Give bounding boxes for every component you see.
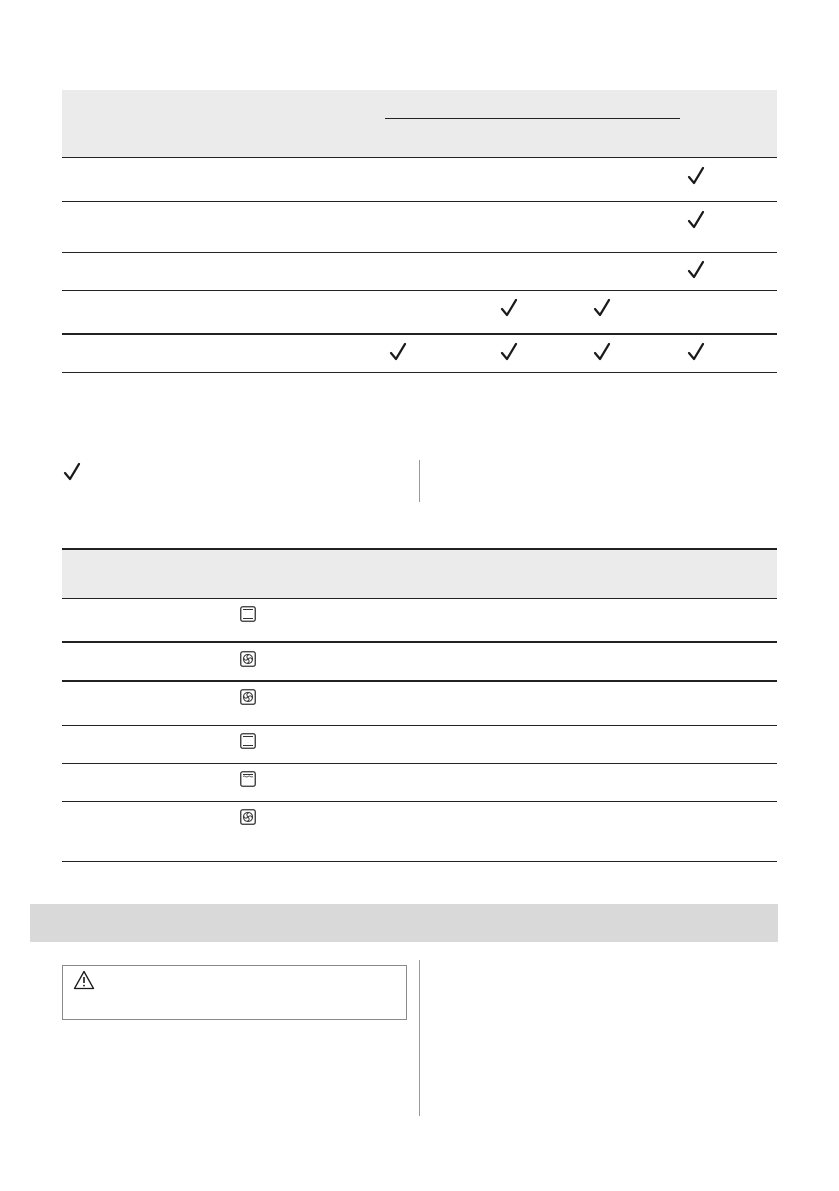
warning-triangle-icon <box>73 970 95 990</box>
fan-heat-icon <box>240 651 256 667</box>
row-divider <box>62 641 777 643</box>
check-icon <box>686 166 706 186</box>
row-divider <box>62 763 777 764</box>
check-icon <box>686 210 706 230</box>
check-icon <box>499 298 519 318</box>
conventional-heat-icon <box>240 733 256 749</box>
check-icon <box>686 260 706 280</box>
fan-heat-icon <box>240 809 256 825</box>
check-icon <box>592 342 612 362</box>
check-icon <box>592 298 612 318</box>
row-divider <box>62 333 777 335</box>
column-separator <box>419 460 420 502</box>
row-divider <box>62 290 777 291</box>
bottom-heat-icon <box>240 771 256 787</box>
check-icon <box>686 342 706 362</box>
row-divider <box>62 598 777 599</box>
row-divider <box>62 372 777 373</box>
row-divider <box>62 801 777 802</box>
column-separator <box>419 960 420 1116</box>
row-divider <box>62 201 777 202</box>
conventional-heat-icon <box>240 606 256 622</box>
row-divider <box>62 861 777 862</box>
row-divider <box>62 252 777 253</box>
header-underline <box>385 118 680 119</box>
check-icon <box>388 342 408 362</box>
row-divider <box>62 725 777 726</box>
row-divider <box>62 157 777 158</box>
accessory-table-header <box>62 90 777 157</box>
check-icon <box>62 462 82 482</box>
check-icon <box>499 342 519 362</box>
warning-box <box>62 965 407 1020</box>
fan-heat-icon <box>240 689 256 705</box>
section-heading-bar <box>30 904 778 942</box>
row-divider <box>62 680 777 682</box>
function-table-header <box>62 550 777 598</box>
